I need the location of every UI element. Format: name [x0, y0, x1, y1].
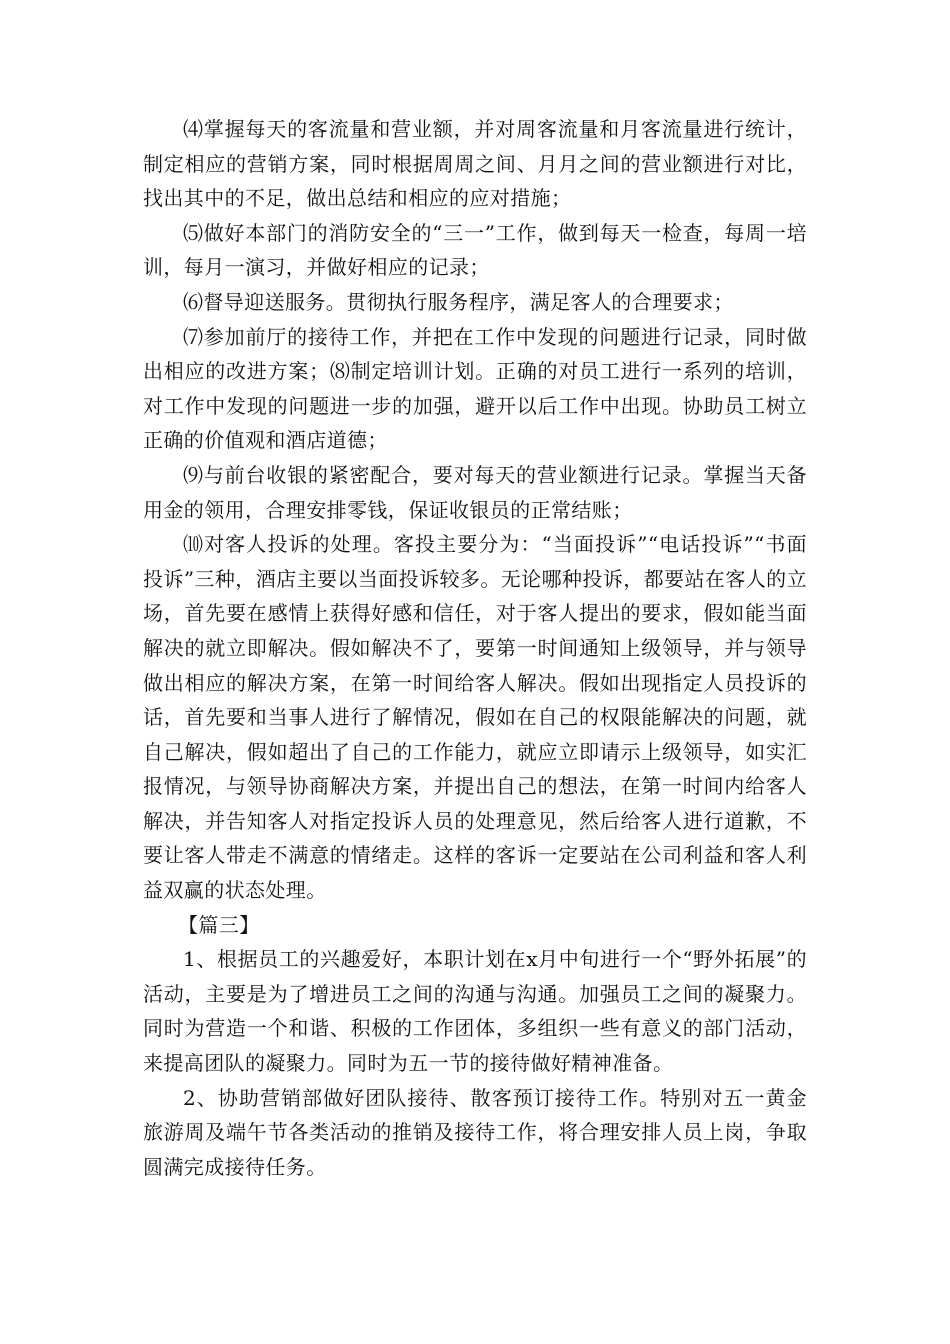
paragraph-item-4: ⑷掌握每天的客流量和营业额，并对周客流量和月客流量进行统计，制定相应的营销方案，同时根据周周之间、月月之间的营业额进行对比，找出其中的不足，做出总结和相应的应对措施；: [143, 117, 807, 211]
section-paragraph-1: 1、根据员工的兴趣爱好，本职计划在x月中旬进行一个“野外拓展”的活动，主要是为了增进员工之间的沟通与沟通。加强员工之间的凝聚力。同时为营造一个和谐、积极的工作团体，多组织一些有意义的部门活动，来提高团队的凝聚力。同时为五一节的接待做好精神准备。: [143, 947, 807, 1076]
paragraph-item-10: ⑽对客人投诉的处理。客投主要分为：“当面投诉”“电话投诉”“书面投诉”三种，酒店主要以当面投诉较多。无论哪种投诉，都要站在客人的立场，首先要在感情上获得好感和信任，对于客人提出的要求，假如能当面解决的就立即解决。假如解决不了，要第一时间通知上级领导，并与领导做出相应的解决方案，在第一时间给客人解决。假如出现指定人员投诉的话，首先要和当事人进行了解情况，假如在自己的权限能解决的问题，就自己解决，假如超出了自己的工作能力，就应立即请示上级领导，如实汇报情况，与领导协商解决方案，并提出自己的想法，在第一时间内给客人解决，并告知客人对指定投诉人员的处理意见，然后给客人进行道歉，不要让客人带走不满意的情绪走。这样的客诉一定要站在公司利益和客人利益双赢的状态处理。: [143, 532, 807, 903]
paragraph-item-5: ⑸做好本部门的消防安全的“三一”工作，做到每天一检查，每周一培训，每月一演习，并做好相应的记录；: [143, 220, 807, 280]
section-paragraph-2: 2、协助营销部做好团队接待、散客预订接待工作。特别对五一黄金旅游周及端午节各类活动的推销及接待工作，将合理安排人员上岗，争取圆满完成接待任务。: [143, 1085, 807, 1179]
paragraph-item-9: ⑼与前台收银的紧密配合，要对每天的营业额进行记录。掌握当天备用金的领用，合理安排零钱，保证收银员的正常结账；: [143, 462, 807, 522]
paragraph-item-6: ⑹督导迎送服务。贯彻执行服务程序，满足客人的合理要求；: [183, 289, 734, 314]
document-body: [143, 112, 807, 1184]
section-heading: 【篇三】: [178, 912, 260, 937]
paragraph-item-7-8: ⑺参加前厅的接待工作，并把在工作中发现的问题进行记录，同时做出相应的改进方案；⑻制定培训计划。正确的对员工进行一系列的培训，对工作中发现的问题进一步的加强，避开以后工作中出现。协助员工树立正确的价值观和酒店道德；: [143, 324, 807, 453]
